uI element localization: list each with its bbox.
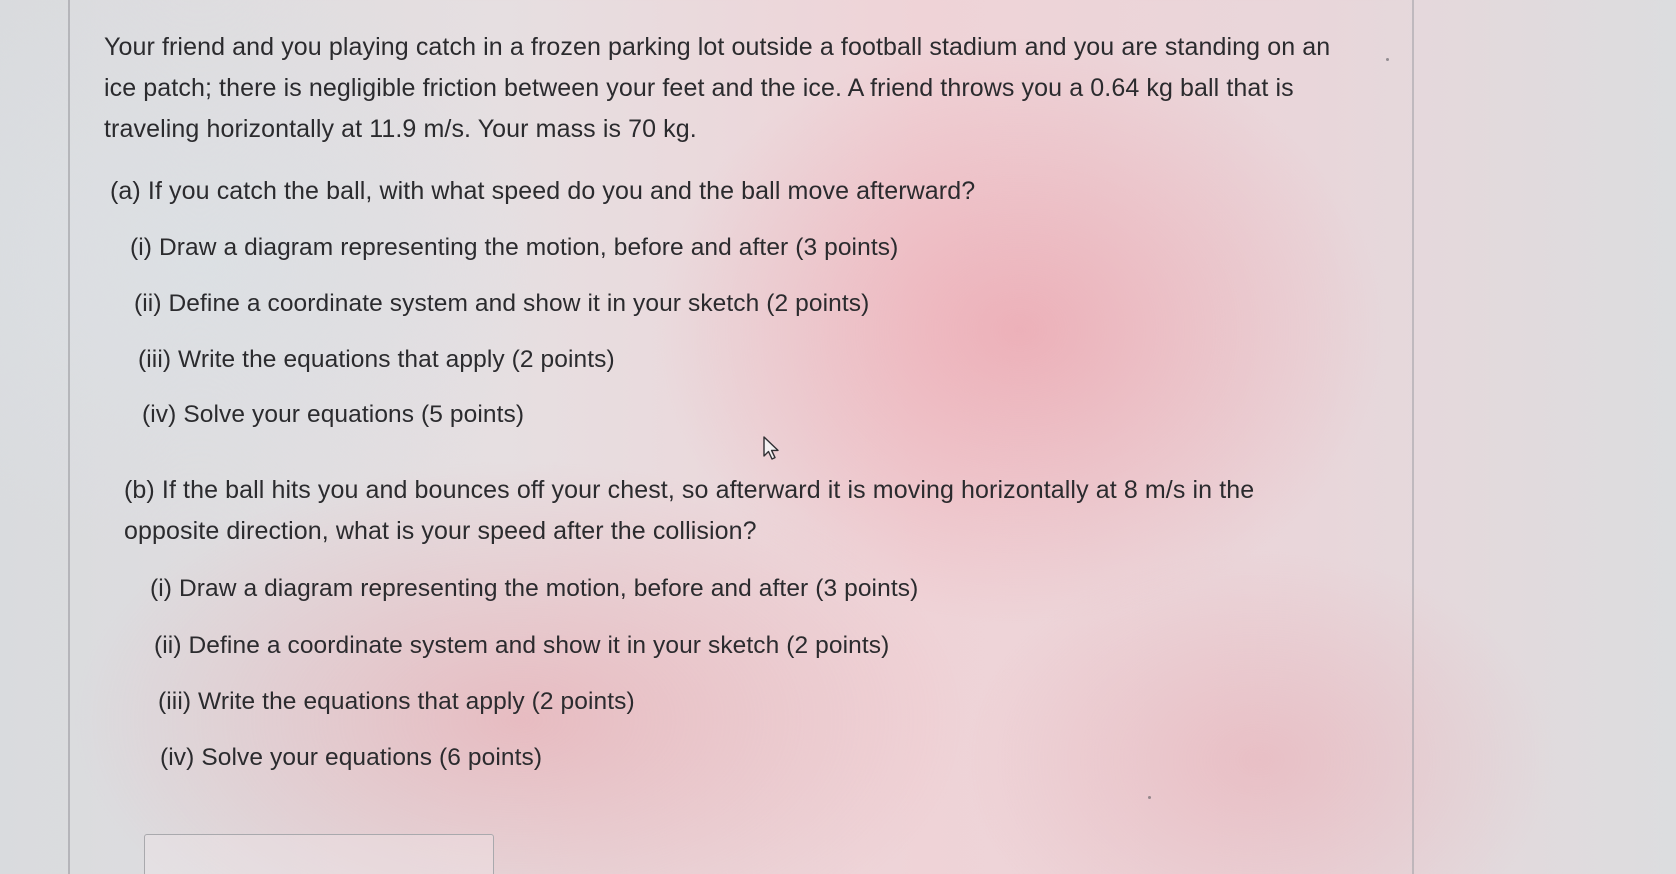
part-b-prompt-line: opposite direction, what is your speed after the collision?: [124, 517, 757, 545]
part-a-prompt: (a) If you catch the ball, with what speed do you and the ball move afterward?: [110, 177, 976, 205]
part-b-prompt: [124, 470, 1254, 552]
part-b-item-i: (i) Draw a diagram representing the motion, before and after (3 points): [150, 575, 919, 602]
screen-speck: [1148, 796, 1151, 799]
intro-line: ice patch; there is negligible friction between your feet and the ice. A friend throws you a 0.64 kg ball that is: [104, 74, 1294, 102]
part-a-item-iv: (iv) Solve your equations (5 points): [142, 401, 525, 428]
part-a-item-ii: (ii) Define a coordinate system and show it in your sketch (2 points): [134, 290, 870, 317]
part-a-item-i: (i) Draw a diagram representing the motion, before and after (3 points): [130, 234, 899, 261]
part-a-item-iii: (iii) Write the equations that apply (2 points): [138, 346, 615, 373]
question-panel: [70, 0, 1412, 874]
mouse-pointer-icon: [762, 436, 782, 462]
part-b-prompt-line: (b) If the ball hits you and bounces off your chest, so afterward it is moving horizontally at 8 m/s in the: [124, 476, 1255, 504]
intro-line: traveling horizontally at 11.9 m/s. Your mass is 70 kg.: [104, 115, 697, 143]
intro-line: Your friend and you playing catch in a frozen parking lot outside a football stadium and you are standing on an: [104, 33, 1331, 61]
part-b-item-iii: (iii) Write the equations that apply (2 points): [158, 688, 635, 715]
screen-frame-right: [1412, 0, 1414, 874]
question-intro: [104, 27, 1330, 150]
part-b-item-iv: (iv) Solve your equations (6 points): [160, 744, 543, 771]
screen-speck: [1386, 58, 1389, 61]
part-b-item-ii: (ii) Define a coordinate system and show it in your sketch (2 points): [154, 632, 890, 659]
answer-input-box[interactable]: [144, 834, 494, 874]
